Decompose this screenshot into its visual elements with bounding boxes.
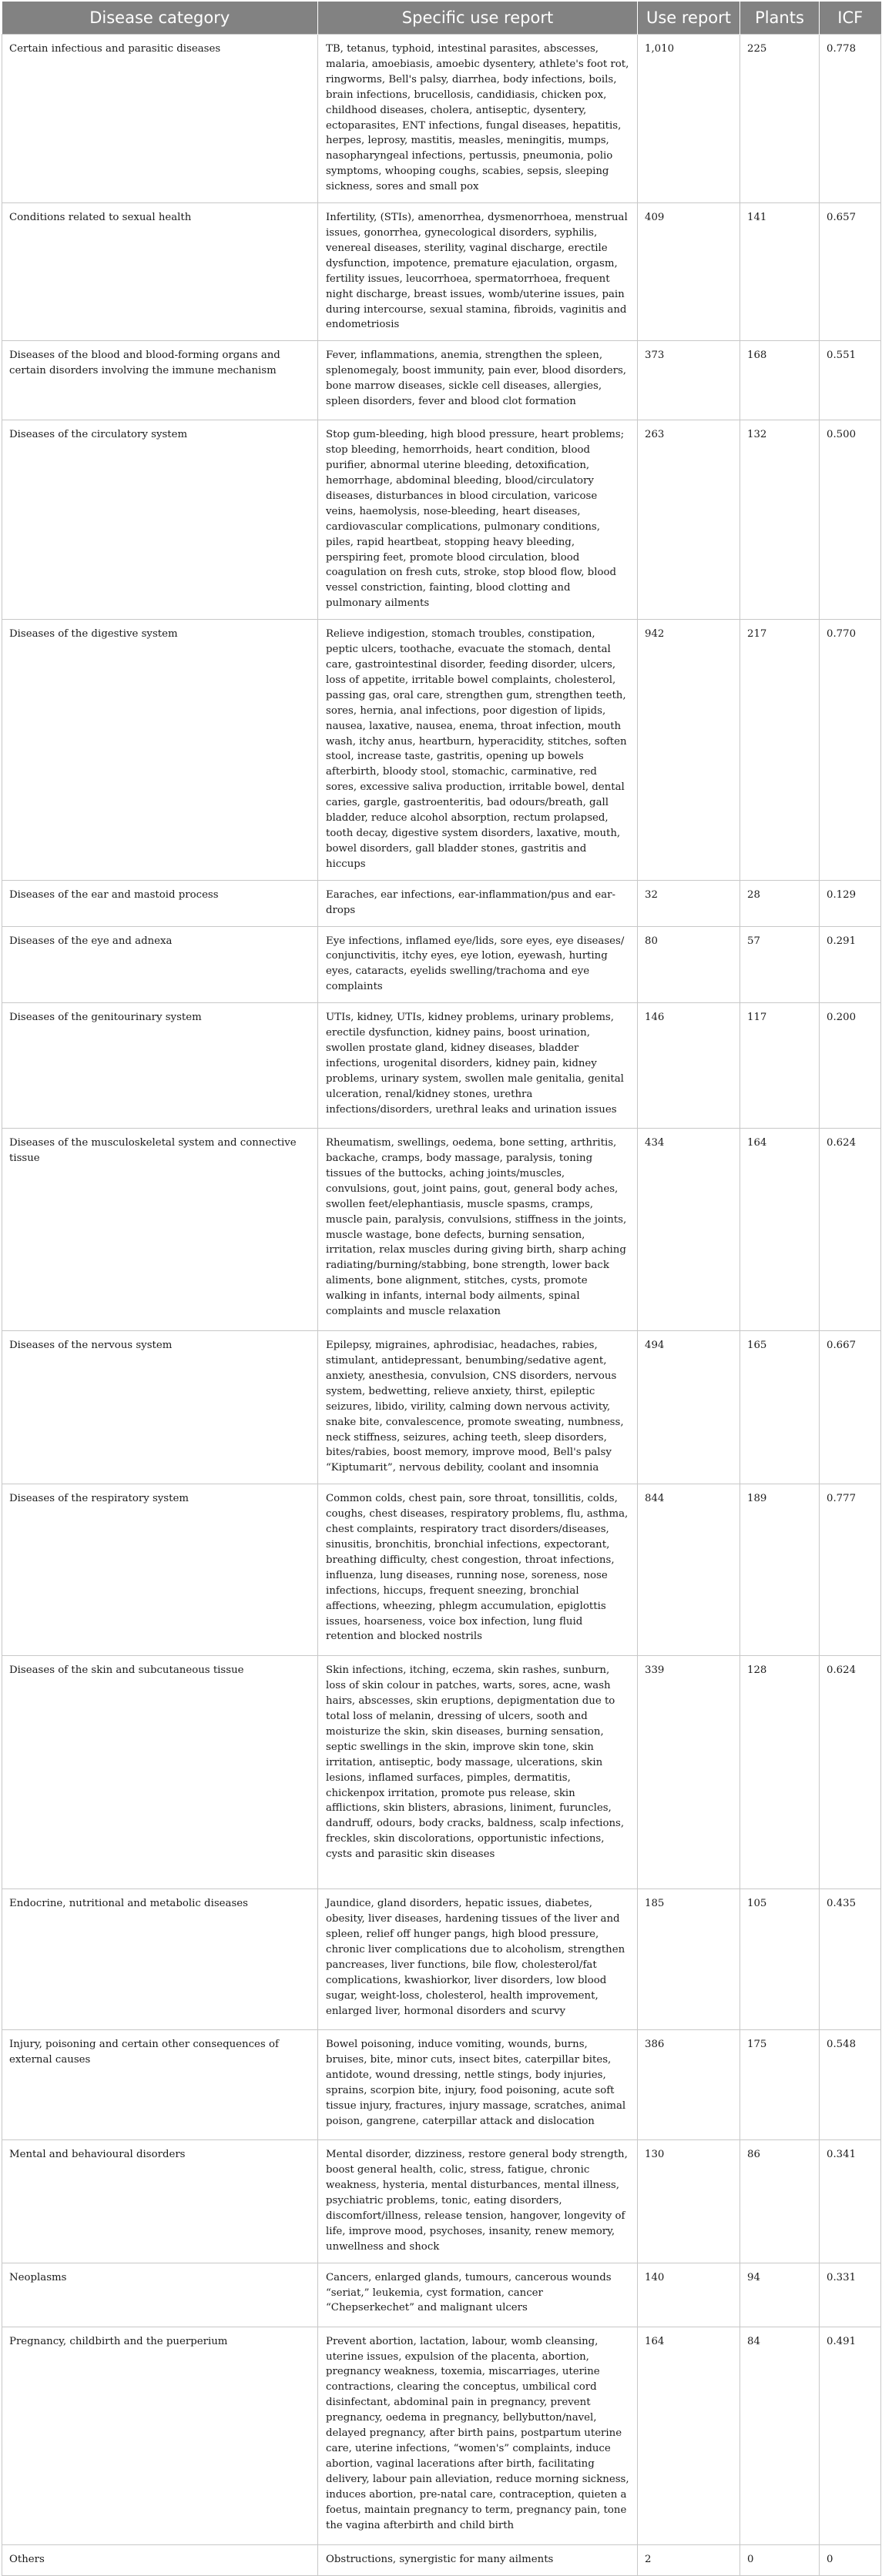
header-specific-use-report: Specific use report [318,2,638,35]
icf-cell: 0.624 [820,1129,881,1331]
uses-cell: TB, tetanus, typhoid, intestinal parasites, abscesses, malaria, amoebiasis, amoebic dysentery, athlete's foot rot, ringworms, Bell's palsy, diarrhea, body infections, boils, brain infections, brucellosis, candidiasis, chicken pox, childhood diseases, cholera, antiseptic, dysentery, ectoparasites, ENT infections, fungal diseases, hepatitis, herpes, leprosy, mastitis, measles, meningitis, mumps, nasopharyngeal infections, pertussis, pneumonia, polio symptoms, whooping coughs, scabies, sepsis, sleeping sickness, sores and small pox [318,35,638,203]
icf-cell: 0.331 [820,2263,881,2327]
category-cell: Pregnancy, childbirth and the puerperium [2,2327,318,2544]
category-cell: Conditions related to sexual health [2,203,318,341]
use-report-cell: 494 [638,1331,740,1484]
use-report-cell: 434 [638,1129,740,1331]
plants-cell: 225 [740,35,820,203]
icf-cell: 0.435 [820,1889,881,2030]
plants-cell: 105 [740,1889,820,2030]
table-header-row [2,2,881,35]
plants-cell: 164 [740,1129,820,1331]
icf-cell: 0 [820,2544,881,2575]
use-report-cell: 1,010 [638,35,740,203]
plants-cell: 94 [740,2263,820,2327]
icf-cell: 0.551 [820,341,881,420]
icf-cell: 0.778 [820,35,881,203]
use-report-cell: 386 [638,2030,740,2140]
use-report-cell: 164 [638,2327,740,2544]
table-row [2,620,881,881]
category-cell: Neoplasms [2,2263,318,2327]
uses-cell: Bowel poisoning, induce vomiting, wounds, burns, bruises, bite, minor cuts, insect bites, caterpillar bites, antidote, wound dressing, nettle stings, body injuries, sprains, scorpion bite, injury, food poisoning, acute soft tissue injury, fractures, injury massage, scratches, animal poison, gangrene, caterpillar attack and dislocation [318,2030,638,2140]
icf-cell: 0.491 [820,2327,881,2544]
table-row [2,35,881,203]
plants-cell: 141 [740,203,820,341]
plants-cell: 168 [740,341,820,420]
plants-cell: 189 [740,1484,820,1656]
plants-cell: 217 [740,620,820,881]
icf-cell: 0.500 [820,420,881,620]
table-row [2,1129,881,1331]
use-report-cell: 942 [638,620,740,881]
uses-cell: Mental disorder, dizziness, restore general body strength, boost general health, colic, stress, fatigue, chronic weakness, hysteria, mental disturbances, mental illness, psychiatric problems, tonic, eating disorders, discomfort/illness, release tension, hangover, longevity of life, improve mood, psychoses, insanity, renew memory, unwellness and shock [318,2140,638,2263]
uses-cell: Relieve indigestion, stomach troubles, constipation, peptic ulcers, toothache, evacuate the stomach, dental care, gastrointestinal disorder, feeding disorder, ulcers, loss of appetite, irritable bowel complaints, cholesterol, passing gas, oral care, strengthen gum, strengthen teeth, sores, hernia, anal infections, poor digestion of lipids, nausea, laxative, nausea, enema, throat infection, mouth wash, itchy anus, heartburn, hyperacidity, stitches, soften stool, increase taste, gastritis, opening up bowels afterbirth, bloody stool, stomachic, carminative, red sores, excessive saliva production, irritable bowel, dental caries, gargle, gastroenteritis, bad odours/breath, gall bladder, reduce alcohol absorption, rectum prolapsed, tooth decay, digestive system disorders, laxative, mouth, bowel disorders, gall bladder stones, gastritis and hiccups [318,620,638,881]
uses-cell: Jaundice, gland disorders, hepatic issues, diabetes, obesity, liver diseases, hardening tissues of the liver and spleen, relief off hunger pangs, high blood pressure, chronic liver complications due to alcoholism, strengthen pancreases, liver functions, bile flow, cholesterol/fat complications, kwashiorkor, liver disorders, low blood sugar, weight-loss, cholesterol, health improvement, enlarged liver, hormonal disorders and scurvy [318,1889,638,2030]
uses-cell: Rheumatism, swellings, oedema, bone setting, arthritis, backache, cramps, body massage, paralysis, toning tissues of the buttocks, aching joints/muscles, convulsions, gout, joint pains, gout, general body aches, swollen feet/elephantiasis, muscle spasms, cramps, muscle pain, paralysis, convulsions, stiffness in the joints, muscle wastage, bone defects, burning sensation, irritation, relax muscles during giving birth, sharp aching radiating/burning/stabbing, bone strength, lower back aliments, bone alignment, stitches, cysts, promote walking in infants, internal body ailments, spinal complaints and muscle relaxation [318,1129,638,1331]
plants-cell: 86 [740,2140,820,2263]
category-cell: Diseases of the musculoskeletal system and connective tissue [2,1129,318,1331]
use-report-cell: 80 [638,926,740,1003]
use-report-cell: 263 [638,420,740,620]
category-cell: Diseases of the ear and mastoid process [2,880,318,926]
icf-cell: 0.200 [820,1003,881,1129]
uses-cell: Stop gum-bleeding, high blood pressure, heart problems; stop bleeding, hemorrhoids, heart condition, blood purifier, abnormal uterine bleeding, detoxification, hemorrhage, abdominal bleeding, blood/circulatory diseases, disturbances in blood circulation, varicose veins, haemolysis, nose-bleeding, heart diseases, cardiovascular complications, pulmonary conditions, piles, rapid heartbeat, stopping heavy bleeding, perspiring feet, promote blood circulation, blood coagulation on fresh cuts, stroke, stop blood flow, blood vessel constriction, fainting, blood clotting and pulmonary ailments [318,420,638,620]
plants-cell: 0 [740,2544,820,2575]
plants-cell: 175 [740,2030,820,2140]
uses-cell: UTIs, kidney, UTIs, kidney problems, urinary problems, erectile dysfunction, kidney pains, boost urination, swollen prostate gland, kidney diseases, bladder infections, urogenital disorders, kidney pain, kidney problems, urinary system, swollen male genitalia, genital ulceration, renal/kidney stones, urethra infections/disorders, urethral leaks and urination issues [318,1003,638,1129]
category-cell: Others [2,2544,318,2575]
use-report-cell: 409 [638,203,740,341]
uses-cell: Infertility, (STIs), amenorrhea, dysmenorrhoea, menstrual issues, gonorrhea, gynecological disorders, syphilis, venereal diseases, sterility, vaginal discharge, erectile dysfunction, impotence, premature ejaculation, orgasm, fertility issues, leucorrhoea, spermatorrhoea, frequent night discharge, breast issues, womb/uterine issues, pain during intercourse, sexual stamina, fibroids, vaginitis and endometriosis [318,203,638,341]
table-row [2,880,881,926]
uses-cell: Cancers, enlarged glands, tumours, cancerous wounds “seriat,” leukemia, cyst formation, cancer “Chepserkechet” and malignant ulcers [318,2263,638,2327]
plants-cell: 28 [740,880,820,926]
category-cell: Injury, poisoning and certain other consequences of external causes [2,2030,318,2140]
table-row [2,2544,881,2575]
plants-cell: 132 [740,420,820,620]
use-report-cell: 844 [638,1484,740,1656]
uses-cell: Earaches, ear infections, ear-inflammation/pus and ear-drops [318,880,638,926]
table-row [2,341,881,420]
plants-cell: 117 [740,1003,820,1129]
category-cell: Diseases of the eye and adnexa [2,926,318,1003]
uses-cell: Common colds, chest pain, sore throat, tonsillitis, colds, coughs, chest diseases, respiratory problems, flu, asthma, chest complaints, respiratory tract disorders/diseases, sinusitis, bronchitis, bronchial infections, expectorant, breathing difficulty, chest congestion, throat infections, influenza, lung diseases, running nose, soreness, nose infections, hiccups, frequent sneezing, bronchial affections, wheezing, phlegm accumulation, epiglottis issues, hoarseness, voice box infection, lung fluid retention and blocked nostrils [318,1484,638,1656]
use-report-cell: 373 [638,341,740,420]
uses-cell: Fever, inflammations, anemia, strengthen the spleen, splenomegaly, boost immunity, pain ever, blood disorders, bone marrow diseases, sickle cell diseases, allergies, spleen disorders, fever and blood clot formation [318,341,638,420]
category-cell: Diseases of the blood and blood-forming organs and certain disorders involving the immune mechanism [2,341,318,420]
icf-cell: 0.657 [820,203,881,341]
plants-cell: 128 [740,1656,820,1889]
category-cell: Certain infectious and parasitic diseases [2,35,318,203]
table-row [2,2140,881,2263]
table-row [2,926,881,1003]
plants-cell: 57 [740,926,820,1003]
icf-cell: 0.667 [820,1331,881,1484]
table-row [2,1889,881,2030]
disease-category-table [2,2,881,2576]
icf-cell: 0.129 [820,880,881,926]
category-cell: Diseases of the circulatory system [2,420,318,620]
category-cell: Diseases of the genitourinary system [2,1003,318,1129]
table-row [2,420,881,620]
use-report-cell: 32 [638,880,740,926]
use-report-cell: 339 [638,1656,740,1889]
table-row [2,203,881,341]
icf-cell: 0.624 [820,1656,881,1889]
table-row [2,1484,881,1656]
header-icf: ICF [820,2,881,35]
plants-cell: 84 [740,2327,820,2544]
table-row [2,1331,881,1484]
icf-cell: 0.770 [820,620,881,881]
use-report-cell: 146 [638,1003,740,1129]
category-cell: Diseases of the skin and subcutaneous tissue [2,1656,318,1889]
uses-cell: Prevent abortion, lactation, labour, womb cleansing, uterine issues, expulsion of the placenta, abortion, pregnancy weakness, toxemia, miscarriages, uterine contractions, clearing the conceptus, umbilical cord disinfectant, abdominal pain in pregnancy, prevent pregnancy, oedema in pregnancy, bellybutton/navel, delayed pregnancy, after birth pains, postpartum uterine care, uterine infections, “women's” complaints, induce abortion, vaginal lacerations after birth, facilitating delivery, labour pain alleviation, reduce morning sickness, induces abortion, pre-natal care, contraception, quieten a foetus, maintain pregnancy to term, pregnancy pain, tone the vagina afterbirth and child birth [318,2327,638,2544]
header-use-report: Use report [638,2,740,35]
icf-cell: 0.777 [820,1484,881,1656]
uses-cell: Skin infections, itching, eczema, skin rashes, sunburn, loss of skin colour in patches, warts, sores, acne, wash hairs, abscesses, skin eruptions, depigmentation due to total loss of melanin, dressing of ulcers, sooth and moisturize the skin, skin diseases, burning sensation, septic swellings in the skin, improve skin tone, skin irritation, antiseptic, body massage, ulcerations, skin lesions, inflamed surfaces, pimples, dermatitis, chickenpox irritation, promote pus release, skin afflictions, skin blisters, abrasions, liniment, furuncles, dandruff, odours, body cracks, baldness, scalp infections, freckles, skin discolorations, opportunistic infections, cysts and parasitic skin diseases [318,1656,638,1889]
table-row [2,1656,881,1889]
category-cell: Diseases of the respiratory system [2,1484,318,1656]
use-report-cell: 130 [638,2140,740,2263]
icf-cell: 0.548 [820,2030,881,2140]
table-row [2,1003,881,1129]
use-report-cell: 140 [638,2263,740,2327]
use-report-cell: 185 [638,1889,740,2030]
uses-cell: Eye infections, inflamed eye/lids, sore eyes, eye diseases/ conjunctivitis, itchy eyes, eye lotion, eyewash, hurting eyes, cataracts, eyelids swelling/trachoma and eye complaints [318,926,638,1003]
category-cell: Mental and behavioural disorders [2,2140,318,2263]
table-row [2,2030,881,2140]
uses-cell: Obstructions, synergistic for many ailments [318,2544,638,2575]
icf-cell: 0.341 [820,2140,881,2263]
category-cell: Diseases of the nervous system [2,1331,318,1484]
plants-cell: 165 [740,1331,820,1484]
header-disease-category: Disease category [2,2,318,35]
category-cell: Endocrine, nutritional and metabolic diseases [2,1889,318,2030]
table-row [2,2327,881,2544]
use-report-cell: 2 [638,2544,740,2575]
icf-cell: 0.291 [820,926,881,1003]
header-plants: Plants [740,2,820,35]
uses-cell: Epilepsy, migraines, aphrodisiac, headaches, rabies, stimulant, antidepressant, benumbing/sedative agent, anxiety, anesthesia, convulsion, CNS disorders, nervous system, bedwetting, relieve anxiety, thirst, epileptic seizures, libido, virility, calming down nervous activity, snake bite, convalescence, promote sweating, numbness, neck stiffness, seizures, aching teeth, sleep disorders, bites/rabies, boost memory, improve mood, Bell's palsy “Kiptumarit”, nervous debility, coolant and insomnia [318,1331,638,1484]
category-cell: Diseases of the digestive system [2,620,318,881]
